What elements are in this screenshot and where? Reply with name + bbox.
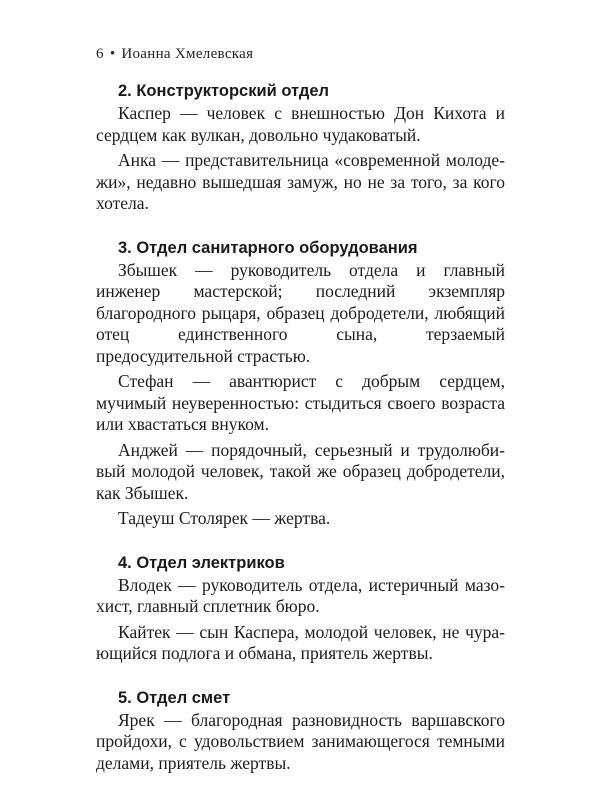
character-entry-zbyshek: Збышек — руководитель отдела и главный инженер мастерской; последний экземпляр благородного рыцаря, образец добродетели, любящий отец единственного сына, терзаемый предосудительной страстью.: [96, 259, 505, 366]
character-entry-stefan: Стефан — авантюрист с добрым сердцем, мучимый неуверенностью: стыдиться своего возраста или хвастаться внуком.: [96, 371, 505, 434]
section-electricians-department: [96, 552, 505, 665]
author-name: Иоанна Хмелевская: [121, 46, 254, 62]
section-title: 5. Отдел смет: [118, 688, 231, 707]
character-entry-anka: Анка — представительница «современной молодежи», недавно вышедшая замуж, но не за того, за кого хотела.: [96, 150, 505, 213]
character-entry-tadeush: Тадеуш Столярек — жертва.: [118, 508, 331, 528]
page-body: [96, 80, 505, 796]
header-separator: •: [109, 46, 116, 62]
character-entry-vlodek: Влодек — руководитель отдела, истеричный мазохист, главный сплетник бюро.: [96, 574, 505, 616]
character-entry-kasper: Каспер — человек с внешностью Дон Кихота и сердцем как вулкан, довольно чудаковатый.: [96, 103, 505, 145]
section-sanitary-department: [96, 237, 505, 530]
running-head: [96, 46, 253, 63]
section-title: 3. Отдел санитарного оборудования: [118, 238, 418, 257]
section-design-department: [96, 80, 505, 215]
character-entry-andzhei: Анджей — порядочный, серьезный и трудолюбивый молодой человек, такой же образец добродетели, как Збышек.: [96, 439, 505, 503]
section-title: 4. Отдел электриков: [118, 553, 285, 572]
character-entry-yarek: Ярек — благородная разновидность варшавского пройдохи, с удовольствием занимающегося темными делами, приятель жертвы.: [96, 709, 505, 773]
section-estimates-department: [96, 687, 505, 775]
page-number: 6: [96, 46, 104, 62]
character-entry-kaitek: Кайтек — сын Каспера, молодой человек, не чурающийся подлога и обмана, приятель жертвы.: [96, 621, 505, 663]
section-title: 2. Конструкторский отдел: [118, 82, 330, 100]
